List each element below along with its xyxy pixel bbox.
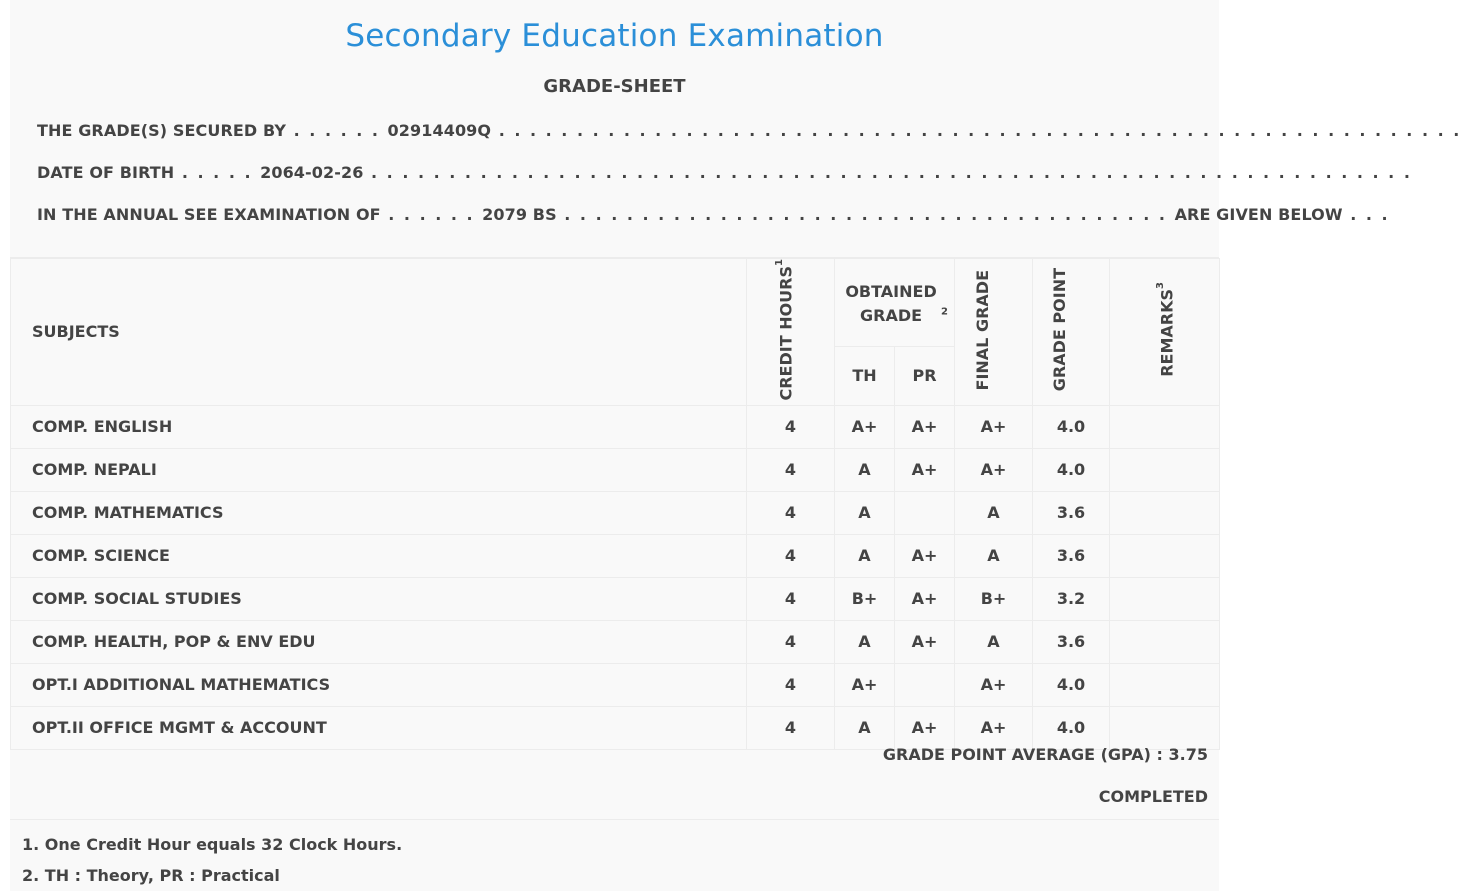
grade-sheet	[10, 0, 1461, 891]
table-row	[11, 577, 1220, 620]
table-row	[11, 706, 1220, 749]
subject-cell: COMP. ENGLISH	[11, 405, 747, 448]
final-grade-cell: A	[955, 534, 1033, 577]
credit-hours-cell: 4	[747, 620, 835, 663]
grade-point-cell: 3.6	[1033, 491, 1110, 534]
subject-cell: COMP. SCIENCE	[11, 534, 747, 577]
table-row	[11, 491, 1220, 534]
final-grade-cell: A	[955, 491, 1033, 534]
page-subtitle: GRADE-SHEET	[543, 76, 686, 97]
secured-by-lead-dots: . . . . . .	[286, 121, 388, 140]
table-row	[11, 534, 1220, 577]
subject-cell: COMP. MATHEMATICS	[11, 491, 747, 534]
practical-grade-cell: A+	[895, 706, 955, 749]
theory-grade-cell: B+	[835, 577, 895, 620]
secured-by-label: THE GRADE(S) SECURED BY	[37, 121, 287, 140]
table-row	[11, 620, 1220, 663]
subject-cell: OPT.II OFFICE MGMT & ACCOUNT	[11, 706, 747, 749]
table-row	[11, 448, 1220, 491]
grades-table	[10, 258, 1220, 750]
table-row	[11, 405, 1220, 448]
grade-point-cell: 4.0	[1033, 663, 1110, 706]
remarks-cell	[1110, 663, 1220, 706]
dob-trail-dots: . . . . . . . . . . . . . . . . . . . . . . . . . . . . . . . . . . . . . . . . . . . . . . . . . . . . . . . . . . . . . . . . . . .	[363, 163, 1412, 182]
grade-point-cell: 4.0	[1033, 448, 1110, 491]
exam-end-dots: . . .	[1342, 205, 1390, 224]
practical-grade-cell	[895, 663, 955, 706]
exam-label: IN THE ANNUAL SEE EXAMINATION OF	[37, 205, 381, 224]
secured-by-trail-dots: . . . . . . . . . . . . . . . . . . . . . . . . . . . . . . . . . . . . . . . . . . . . . . . . . . . . . . . . . . . . . .	[491, 121, 1461, 140]
credit-hours-cell: 4	[747, 405, 835, 448]
credit-hours-cell: 4	[747, 706, 835, 749]
exam-suffix: ARE GIVEN BELOW	[1174, 205, 1343, 224]
remarks-cell	[1110, 405, 1220, 448]
theory-grade-cell: A+	[835, 663, 895, 706]
remarks-cell	[1110, 534, 1220, 577]
exam-year: 2079 BS	[482, 205, 557, 224]
credit-hours-cell: 4	[747, 577, 835, 620]
secured-by-line	[37, 121, 1461, 140]
grade-point-cell: 4.0	[1033, 706, 1110, 749]
theory-grade-cell: A	[835, 706, 895, 749]
grades-table-area	[10, 257, 1219, 750]
practical-grade-cell: A+	[895, 534, 955, 577]
final-grade-cell: B+	[955, 577, 1033, 620]
theory-grade-cell: A	[835, 448, 895, 491]
credit-hours-cell: 4	[747, 448, 835, 491]
header-pr: PR	[895, 346, 955, 405]
dob-label: DATE OF BIRTH	[37, 163, 175, 182]
practical-grade-cell: A+	[895, 405, 955, 448]
grade-point-cell: 4.0	[1033, 405, 1110, 448]
footnote-2: 2. TH : Theory, PR : Practical	[22, 866, 280, 885]
header-final-grade: FINAL GRADE	[955, 259, 1033, 406]
remarks-cell	[1110, 491, 1220, 534]
dob-line	[37, 163, 1412, 182]
final-grade-cell: A	[955, 620, 1033, 663]
final-grade-cell: A+	[955, 448, 1033, 491]
header-credit-hours: CREDIT HOURS$^1$	[747, 259, 835, 406]
header-subjects: SUBJECTS	[11, 259, 747, 406]
header-grade-point: GRADE POINT	[1033, 259, 1110, 406]
practical-grade-cell: A+	[895, 448, 955, 491]
credit-hours-cell: 4	[747, 534, 835, 577]
symbol-number: 02914409Q	[387, 121, 492, 140]
practical-grade-cell: A+	[895, 577, 955, 620]
dob-value: 2064-02-26	[260, 163, 364, 182]
subject-cell: COMP. NEPALI	[11, 448, 747, 491]
grade-point-cell: 3.6	[1033, 534, 1110, 577]
credit-hours-cell: 4	[747, 663, 835, 706]
final-grade-cell: A+	[955, 405, 1033, 448]
theory-grade-cell: A	[835, 491, 895, 534]
grade-point-cell: 3.6	[1033, 620, 1110, 663]
page-title: Secondary Education Examination	[345, 18, 884, 54]
exam-line	[37, 205, 1390, 224]
header-obtained-grade: OBTAINED GRADE $^2$	[835, 259, 955, 347]
header-remarks: REMARKS$^3$	[1110, 259, 1220, 406]
footnote-1: 1. One Credit Hour equals 32 Clock Hours.	[22, 835, 403, 854]
remarks-cell	[1110, 448, 1220, 491]
footnotes	[10, 819, 1219, 892]
remarks-cell	[1110, 577, 1220, 620]
result-status: COMPLETED	[1098, 787, 1208, 806]
exam-lead-dots: . . . . . .	[380, 205, 483, 224]
credit-hours-cell: 4	[747, 491, 835, 534]
theory-grade-cell: A	[835, 620, 895, 663]
grade-point-cell: 3.2	[1033, 577, 1110, 620]
subject-cell: COMP. SOCIAL STUDIES	[11, 577, 747, 620]
theory-grade-cell: A+	[835, 405, 895, 448]
final-grade-cell: A+	[955, 706, 1033, 749]
subject-cell: OPT.I ADDITIONAL MATHEMATICS	[11, 663, 747, 706]
practical-grade-cell: A+	[895, 620, 955, 663]
remarks-cell	[1110, 620, 1220, 663]
theory-grade-cell: A	[835, 534, 895, 577]
header-th: TH	[835, 346, 895, 405]
dob-lead-dots: . . . . .	[174, 163, 261, 182]
table-row	[11, 663, 1220, 706]
exam-trail-dots: . . . . . . . . . . . . . . . . . . . . . . . . . . . . . . . . . . . . . . .	[556, 205, 1175, 224]
subject-cell: COMP. HEALTH, POP & ENV EDU	[11, 620, 747, 663]
practical-grade-cell	[895, 491, 955, 534]
final-grade-cell: A+	[955, 663, 1033, 706]
remarks-cell	[1110, 706, 1220, 749]
gpa-summary: GRADE POINT AVERAGE (GPA) : 3.75	[882, 745, 1208, 764]
